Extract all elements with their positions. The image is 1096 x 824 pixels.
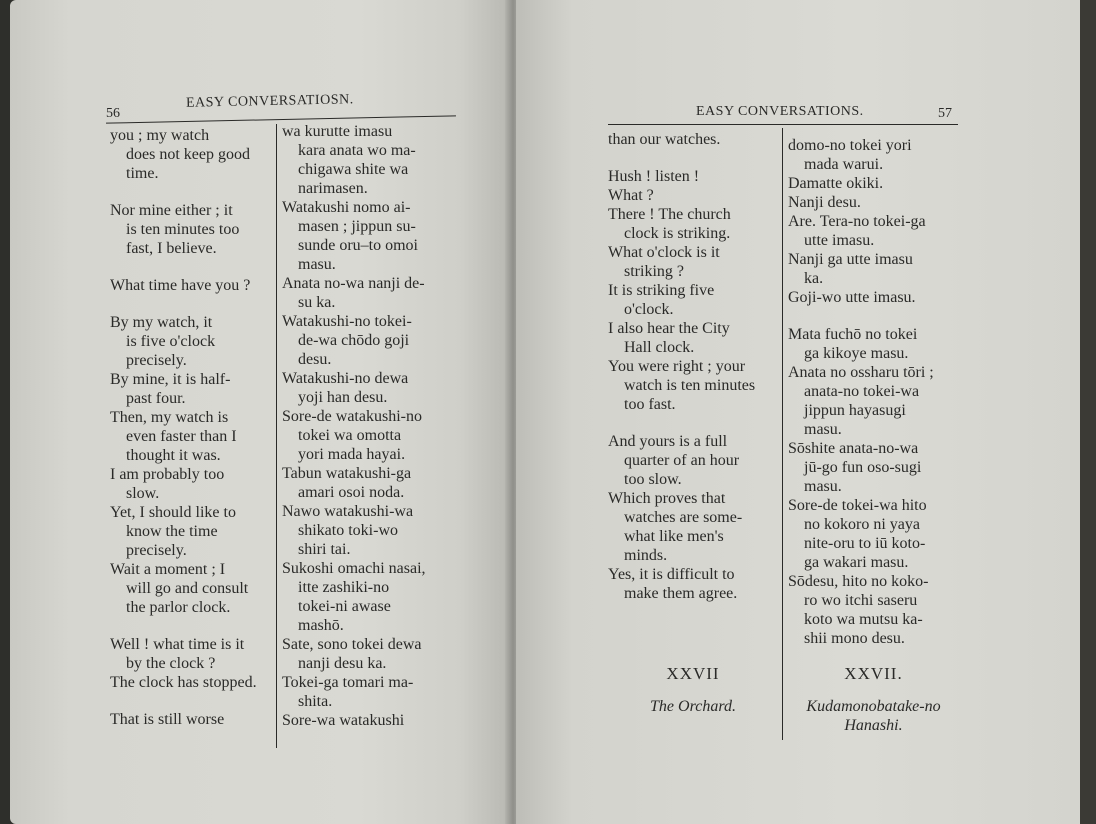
text-line: chigawa shite wa <box>298 161 409 178</box>
text-line: ga kikoye masu. <box>804 345 909 362</box>
text-line: What time have you ? <box>110 277 251 294</box>
dialogue-paragraph <box>788 572 963 648</box>
text-line: ga wakari masu. <box>804 554 909 571</box>
text-line: does not keep good <box>126 146 250 163</box>
dialogue-paragraph <box>282 198 482 274</box>
text-line: minds. <box>624 547 668 564</box>
text-line: past four. <box>126 390 186 407</box>
dialogue-paragraph <box>282 502 482 559</box>
text-line: Hush ! listen ! <box>608 168 700 185</box>
background-edge-right <box>1080 0 1096 824</box>
text-line: Nawo watakushi-wa <box>282 503 414 520</box>
dialogue-paragraph <box>282 274 482 312</box>
dialogue-paragraph <box>110 313 280 370</box>
text-line: koto wa mutsu ka- <box>804 611 923 628</box>
text-line: Sōdesu, hito no koko- <box>788 573 929 590</box>
text-line: Wait a moment ; I <box>110 561 226 578</box>
dialogue-paragraph <box>608 357 778 414</box>
dialogue-paragraph <box>110 673 280 692</box>
dialogue-paragraph <box>788 250 963 288</box>
text-line: yoji han desu. <box>298 389 388 406</box>
dialogue-paragraph <box>282 312 482 369</box>
text-line: Mata fuchō no tokei <box>788 326 918 343</box>
text-line: What ? <box>608 187 654 204</box>
text-line: Yet, I should like to <box>110 504 236 521</box>
text-line: Watakushi-no dewa <box>282 370 409 387</box>
text-line: will go and consult <box>126 580 249 597</box>
dialogue-paragraph <box>788 193 963 212</box>
text-line: It is striking five <box>608 282 715 299</box>
right-header-rule <box>608 124 958 125</box>
text-line: And yours is a full <box>608 433 728 450</box>
text-line: Anata no ossharu tōri ; <box>788 364 934 381</box>
paragraph-gap <box>110 617 280 635</box>
text-line: nite-oru to iū koto- <box>804 535 926 552</box>
text-line: is ten minutes too <box>126 221 240 238</box>
dialogue-paragraph <box>608 167 778 186</box>
left-running-head: EASY CONVERSATIOSN. <box>185 92 354 111</box>
text-line: masu. <box>804 478 842 495</box>
text-line: what like men's <box>624 528 724 545</box>
text-line: by the clock ? <box>126 655 216 672</box>
text-line: clock is striking. <box>624 225 731 242</box>
text-line: itte zashiki-no <box>298 579 390 596</box>
right-column-divider <box>782 128 783 740</box>
text-line: jū-go fun oso-sugi <box>804 459 922 476</box>
dialogue-paragraph <box>110 503 280 560</box>
paragraph-gap <box>788 307 963 325</box>
text-line: even faster than I <box>126 428 237 445</box>
dialogue-paragraph <box>788 136 963 174</box>
dialogue-paragraph <box>788 212 963 250</box>
text-line: anata-no tokei-wa <box>804 383 920 400</box>
paragraph-gap <box>110 258 280 276</box>
dialogue-paragraph <box>608 489 778 565</box>
text-line: masu. <box>804 421 842 438</box>
text-line: de-wa chōdo goji <box>298 332 410 349</box>
text-line: narimasen. <box>298 180 368 197</box>
right-page-number: 57 <box>938 106 952 121</box>
text-line: is five o'clock <box>126 333 216 350</box>
dialogue-paragraph <box>788 325 963 363</box>
paragraph-gap <box>608 149 778 167</box>
text-line: mashō. <box>298 617 344 634</box>
text-line: o'clock. <box>624 301 674 318</box>
section-numeral-japanese: XXVII. <box>844 664 903 683</box>
section-japanese <box>786 664 961 735</box>
dialogue-paragraph <box>608 319 778 357</box>
dialogue-paragraph <box>788 288 963 307</box>
text-line: Sōshite anata-no-wa <box>788 440 919 457</box>
section-title-japanese-line-2: Hanashi. <box>844 717 903 734</box>
dialogue-paragraph <box>788 174 963 193</box>
text-line: wa kurutte imasu <box>282 123 393 140</box>
text-line: jippun hayasugi <box>804 402 906 419</box>
text-line: kara anata wo ma- <box>298 142 416 159</box>
text-line: than our watches. <box>608 131 721 148</box>
left-japanese-column <box>282 122 482 730</box>
text-line: sunde oru–to omoi <box>298 237 418 254</box>
text-line: There ! The church <box>608 206 731 223</box>
dialogue-paragraph <box>282 711 482 730</box>
dialogue-paragraph <box>110 126 280 183</box>
paragraph-gap <box>608 414 778 432</box>
text-line: precisely. <box>126 542 187 559</box>
dialogue-paragraph <box>110 635 280 673</box>
dialogue-paragraph <box>608 281 778 319</box>
text-line: The clock has stopped. <box>110 674 257 691</box>
text-line: shii mono desu. <box>804 630 905 647</box>
dialogue-paragraph <box>608 565 778 603</box>
text-line: watches are some- <box>624 509 743 526</box>
text-line: Damatte okiki. <box>788 175 884 192</box>
text-line: fast, I believe. <box>126 240 217 257</box>
text-line: know the time <box>126 523 218 540</box>
text-line: Are. Tera-no tokei-ga <box>788 213 926 230</box>
text-line: thought it was. <box>126 447 221 464</box>
text-line: Nanji ga utte imasu <box>788 251 913 268</box>
right-japanese-column <box>788 136 963 648</box>
dialogue-paragraph <box>282 407 482 464</box>
dialogue-paragraph <box>788 439 963 496</box>
dialogue-paragraph <box>788 363 963 439</box>
dialogue-paragraph <box>608 432 778 489</box>
text-line: striking ? <box>624 263 684 280</box>
dialogue-paragraph <box>608 130 778 149</box>
dialogue-paragraph <box>110 276 280 295</box>
text-line: Sukoshi omachi nasai, <box>282 560 426 577</box>
text-line: Anata no-wa nanji de- <box>282 275 425 292</box>
dialogue-paragraph <box>282 559 482 635</box>
section-english <box>608 664 778 716</box>
text-line: Tabun watakushi-ga <box>282 465 412 482</box>
section-numeral-english: XXVII <box>666 664 720 683</box>
text-line: too fast. <box>624 396 676 413</box>
text-line: I also hear the City <box>608 320 730 337</box>
text-line: shiri tai. <box>298 541 351 558</box>
text-line: tokei wa omotta <box>298 427 402 444</box>
dialogue-paragraph <box>608 205 778 243</box>
text-line: shita. <box>298 693 333 710</box>
text-line: watch is ten minutes <box>624 377 756 394</box>
right-english-column <box>608 130 778 603</box>
text-line: desu. <box>298 351 332 368</box>
text-line: ro wo itchi saseru <box>804 592 918 609</box>
text-line: Watakushi nomo ai- <box>282 199 411 216</box>
dialogue-paragraph <box>788 496 963 572</box>
text-line: precisely. <box>126 352 187 369</box>
dialogue-paragraph <box>110 370 280 408</box>
text-line: Then, my watch is <box>110 409 229 426</box>
text-line: Well ! what time is it <box>110 636 245 653</box>
text-line: Sore-wa watakushi <box>282 712 405 729</box>
text-line: What o'clock is it <box>608 244 720 261</box>
text-line: ka. <box>804 270 824 287</box>
text-line: no kokoro ni yaya <box>804 516 920 533</box>
dialogue-paragraph <box>110 560 280 617</box>
text-line: the parlor clock. <box>126 599 231 616</box>
dialogue-paragraph <box>110 465 280 503</box>
text-line: nanji desu ka. <box>298 655 387 672</box>
section-title-japanese-line-1: Kudamonobatake-no <box>806 698 941 715</box>
text-line: mada warui. <box>804 156 884 173</box>
text-line: you ; my watch <box>110 127 210 144</box>
dialogue-paragraph <box>608 186 778 205</box>
right-page <box>516 0 1082 824</box>
text-line: su ka. <box>298 294 336 311</box>
text-line: shikato toki-wo <box>298 522 398 539</box>
text-line: Sore-de watakushi-no <box>282 408 422 425</box>
text-line: Goji-wo utte imasu. <box>788 289 916 306</box>
text-line: You were right ; your <box>608 358 746 375</box>
text-line: Tokei-ga tomari ma- <box>282 674 414 691</box>
text-line: time. <box>126 165 159 182</box>
dialogue-paragraph <box>282 635 482 673</box>
text-line: utte imasu. <box>804 232 875 249</box>
dialogue-paragraph <box>110 201 280 258</box>
paragraph-gap <box>110 295 280 313</box>
text-line: masu. <box>298 256 336 273</box>
text-line: too slow. <box>624 471 682 488</box>
text-line: Which proves that <box>608 490 726 507</box>
text-line: masen ; jippun su- <box>298 218 416 235</box>
text-line: make them agree. <box>624 585 738 602</box>
dialogue-paragraph <box>282 122 482 198</box>
text-line: Hall clock. <box>624 339 695 356</box>
dialogue-paragraph <box>282 673 482 711</box>
text-line: I am probably too <box>110 466 225 483</box>
text-line: tokei-ni awase <box>298 598 391 615</box>
dialogue-paragraph <box>282 464 482 502</box>
dialogue-paragraph <box>608 243 778 281</box>
dialogue-paragraph <box>110 408 280 465</box>
left-english-column <box>110 126 280 729</box>
text-line: By mine, it is half- <box>110 371 231 388</box>
text-line: Sate, sono tokei dewa <box>282 636 422 653</box>
text-line: domo-no tokei yori <box>788 137 912 154</box>
text-line: quarter of an hour <box>624 452 740 469</box>
text-line: Yes, it is difficult to <box>608 566 735 583</box>
paragraph-gap <box>110 692 280 710</box>
text-line: slow. <box>126 485 160 502</box>
paragraph-gap <box>110 183 280 201</box>
text-line: Sore-de tokei-wa hito <box>788 497 927 514</box>
dialogue-paragraph <box>110 710 280 729</box>
section-title-english: The Orchard. <box>650 698 736 715</box>
left-page-number: 56 <box>106 106 120 121</box>
dialogue-paragraph <box>282 369 482 407</box>
text-line: Nor mine either ; it <box>110 202 233 219</box>
text-line: yori mada hayai. <box>298 446 406 463</box>
text-line: By my watch, it <box>110 314 213 331</box>
left-page <box>10 0 510 824</box>
text-line: amari osoi noda. <box>298 484 405 501</box>
text-line: Watakushi-no tokei- <box>282 313 412 330</box>
text-line: That is still worse <box>110 711 225 728</box>
right-running-head: EASY CONVERSATIONS. <box>696 104 864 119</box>
text-line: Nanji desu. <box>788 194 861 211</box>
